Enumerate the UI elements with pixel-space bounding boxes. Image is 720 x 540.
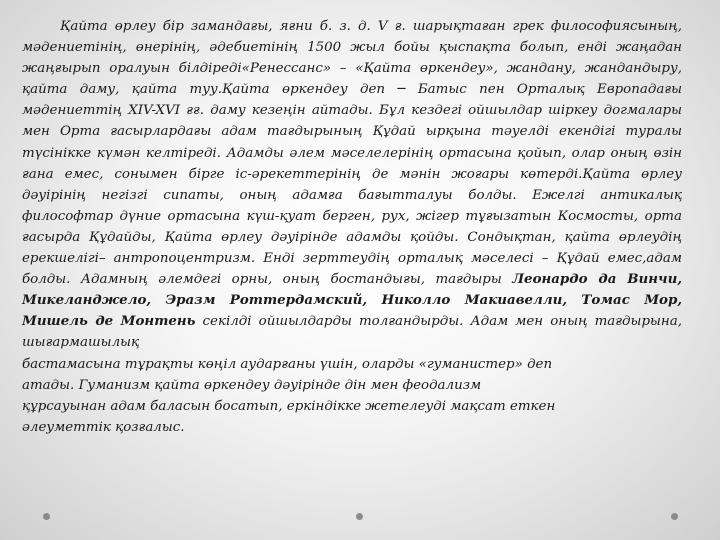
paragraph-tail: секілді ойшылдарды толғандырды. Адам мен оның тағдырына, шығармашылық: [22, 314, 682, 351]
slide-text: [22, 16, 682, 438]
thinkers-names: Леонардо да Винчи, Микеланджело, Эразм Роттердамский, Николло Макиавелли, Томас Мор, Мишель де Монтень: [22, 271, 682, 330]
text-line: бастамасына тұрақты көңіл аударғаны үшін, оларды «гуманистер» деп: [22, 356, 553, 372]
footer-dot-center: [356, 513, 363, 520]
main-paragraph: [22, 16, 682, 354]
paragraph-text: Қайта өрлеу бір замандағы, яғни б. з. д. V ғ. шарықтаған грек философиясының, мәдениетінің, өнерінің, әдебиетінің 1500 жыл бойы қыспақта болып, енді жаңадан жаңғырып оралуын білдіреді«Ренессанс» – «Қайта өркендеу», жандану, жандандыру, қайта даму, қайта туу.Қайта өркендеу деп ─ Батыс пен Орталық Европадағы мәдениеттің XIV-XVI ғғ. даму кезеңін айтады. Бұл кездегі ойшылдар шіркеу догмалары мен Орта ғасырлардағы адам тағдырының Құдай ырқына тәуелді екендігі туралы түсінікке күмән келтіреді. Адамды әлем мәселелерінің ортасына қойып, олар оның өзін ғана емес, сонымен бірге іс-әрекеттерінің де мәнін жоғары көтерді.Қайта өрлеу дәуірінің негізгі сипаты, оның адамға бағытталуы болды. Ежелгі антикалық философтар дүние ортасына күш-қуат берген, рух, жігер тұғызатын Космосты, орта ғасырда Құдайды, Қайта өрлеу дәуірінде адамды қойды. Сондықтан, қайта өрлеудің ерекшелігі– антропоцентризм. Енді зерттеудің орталық мәселесі – Құдай емес,адам болды. Адамның әлемдегі орны, оның бостандығы, тағдыры: [22, 19, 682, 288]
text-line: атады. Гуманизм қайта өркендеу дәуірінде дін мен феодализм: [22, 377, 482, 393]
footer-dot-left: [43, 513, 50, 520]
footer-dot-right: [671, 513, 678, 520]
text-line: құрсауынан адам баласын босатып, еркіндікке жетелеуді мақсат еткен: [22, 398, 556, 414]
text-line: әлеуметтік қозғалыс.: [22, 419, 185, 435]
